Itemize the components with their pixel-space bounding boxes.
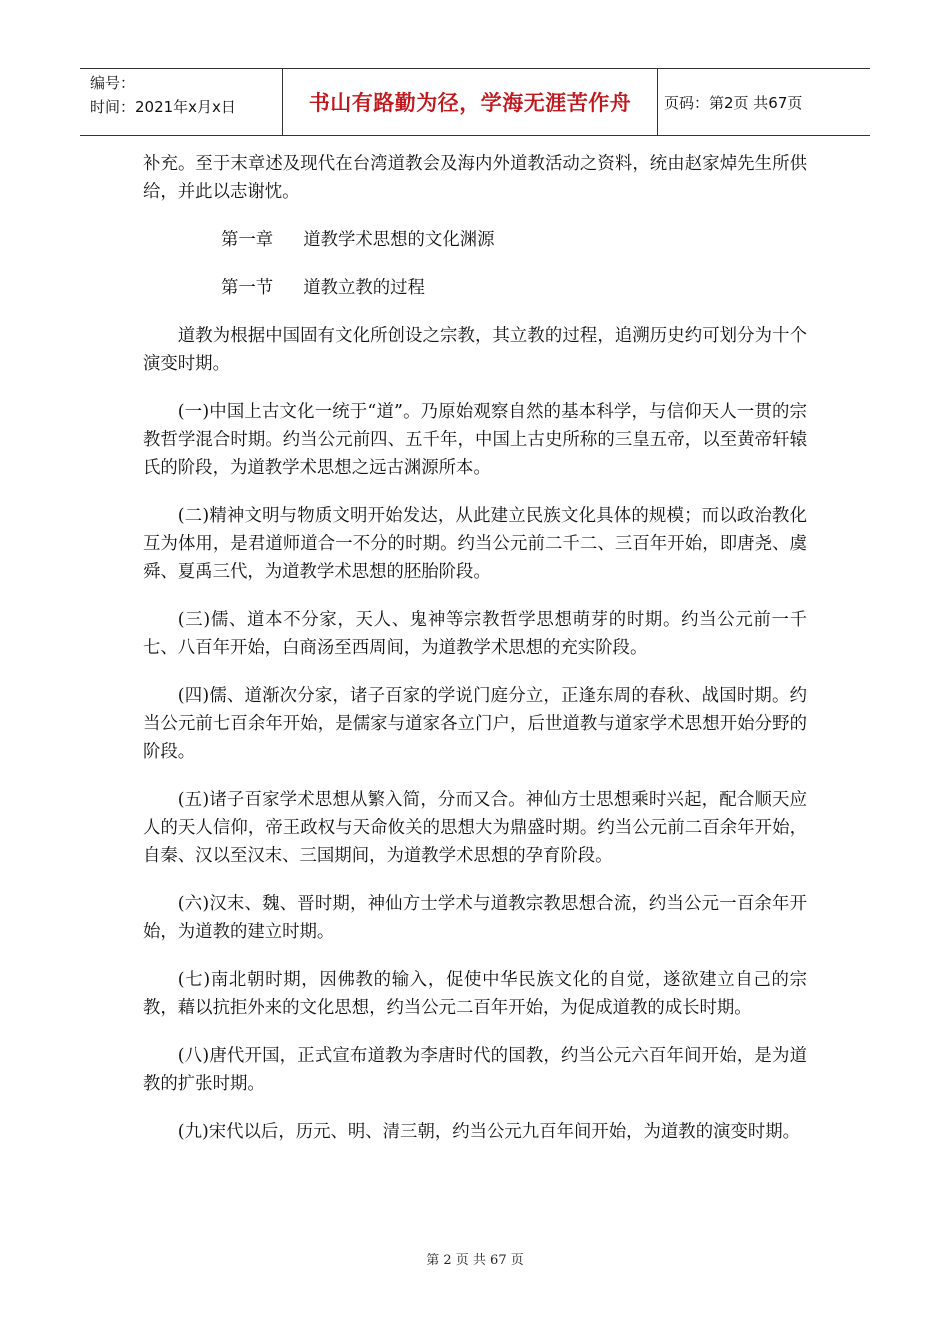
page-header	[80, 68, 870, 136]
section-number: 第一节	[221, 278, 274, 298]
paragraph-period-2: (二)精神文明与物质文明开始发达，从此建立民族文化具体的规模；而以政治教化互为体用，是君道师道合一不分的时期。约当公元前二千二、三百年开始，即唐尧、虞舜、夏禹三代，为道教学术思想的胚胎阶段。	[143, 506, 807, 582]
chapter-heading	[143, 226, 807, 254]
page-footer: 第 2 页 共 67 页	[426, 1253, 524, 1268]
header-page-cell	[658, 69, 870, 135]
date-label: 时间：2021年x月x日	[90, 98, 236, 116]
paragraph-period-5: (五)诸子百家学术思想从繁入简，分而又合。神仙方士思想乘时兴起，配合顺天应人的天人信仰，帝王政权与天命攸关的思想大为鼎盛时期。约当公元前二百余年开始，自秦、汉以至汉末、三国期间，为道教学术思想的孕育阶段。	[143, 790, 807, 866]
header-meta	[80, 69, 283, 135]
chapter-title: 道教学术思想的文化渊源	[303, 230, 495, 250]
section-heading	[143, 274, 807, 302]
paragraph-period-8: (八)唐代开国，正式宣布道教为李唐时代的国教，约当公元六百年间开始，是为道教的扩张时期。	[143, 1046, 807, 1094]
header-motto-cell	[283, 69, 658, 135]
paragraph-period-1: (一)中国上古文化一统于“道”。乃原始观察自然的基本科学，与信仰天人一贯的宗教哲学混合时期。约当公元前四、五千年，中国上古史所称的三皇五帝，以至黄帝轩辕氏的阶段，为道教学术思想之远古渊源所本。	[143, 402, 807, 478]
page-info: 页码：第2页 共67页	[664, 93, 803, 112]
paragraph-period-9: (九)宋代以后，历元、明、清三朝，约当公元九百年间开始，为道教的演变时期。	[177, 1122, 801, 1142]
motto: 书山有路勤为径，学海无涯苦作舟	[308, 91, 632, 115]
paragraph-overview: 道教为根据中国固有文化所创设之宗教，其立教的过程，追溯历史约可划分为十个演变时期。	[143, 326, 807, 374]
paragraph-period-6: (六)汉末、魏、晋时期，神仙方士学术与道教宗教思想合流，约当公元一百余年开始，为道教的建立时期。	[143, 894, 807, 942]
section-title: 道教立教的过程	[303, 278, 425, 298]
paragraph-period-7: (七)南北朝时期，因佛教的输入，促使中华民族文化的自觉，遂欲建立自己的宗教，藉以抗拒外来的文化思想，约当公元二百年开始，为促成道教的成长时期。	[143, 970, 807, 1018]
chapter-number: 第一章	[221, 230, 274, 250]
paragraph-period-4: (四)儒、道渐次分家，诸子百家的学说门庭分立，正逢东周的春秋、战国时期。约当公元前七百余年开始，是儒家与道家各立门户，后世道教与道家学术思想开始分野的阶段。	[143, 686, 807, 762]
paragraph-period-3: (三)儒、道本不分家，天人、鬼神等宗教哲学思想萌芽的时期。约当公元前一千七、八百年开始，白商汤至西周间，为道教学术思想的充实阶段。	[143, 610, 807, 658]
intro-paragraph: 补充。至于末章述及现代在台湾道教会及海内外道教活动之资料，统由赵家焯先生所供给，并此以志谢忱。	[143, 154, 807, 202]
document-body	[143, 150, 807, 1166]
serial-label: 编号：	[90, 74, 136, 92]
